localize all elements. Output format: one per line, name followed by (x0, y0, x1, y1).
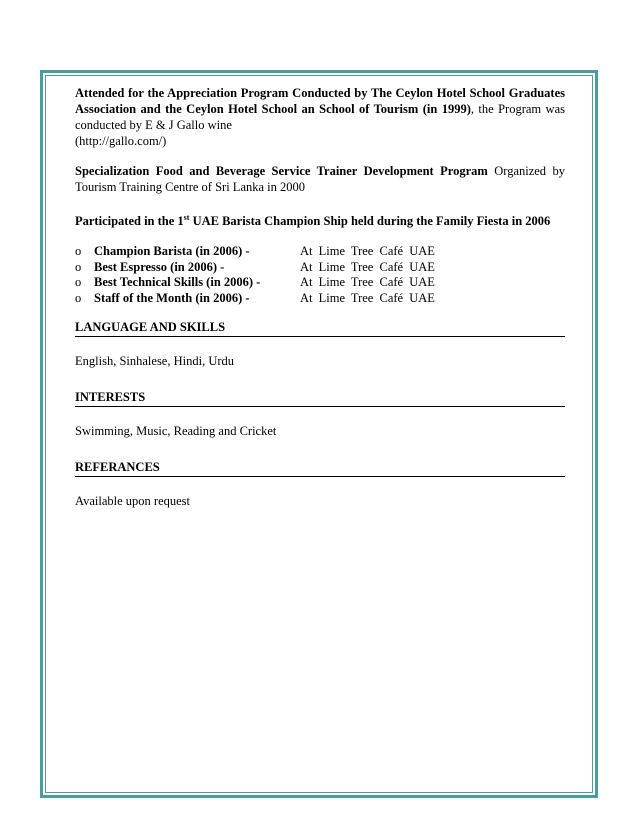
section-heading-interests: INTERESTS (75, 389, 565, 407)
award-item (75, 274, 565, 290)
award-location: At Lime Tree Café UAE (300, 275, 435, 289)
bullet-icon: o (75, 290, 82, 305)
award-title: Best Technical Skills (in 2006) - (94, 275, 261, 289)
section-text-references: Available upon request (75, 494, 191, 508)
section-heading-references: REFERANCES (75, 459, 565, 477)
attended-paragraph (75, 85, 565, 149)
award-location: At Lime Tree Café UAE (300, 259, 435, 274)
resume-content (75, 85, 565, 529)
attended-url: (http://gallo.com/) (75, 134, 167, 148)
bullet-icon: o (75, 259, 82, 274)
award-item (75, 259, 565, 275)
bullet-icon: o (75, 244, 82, 258)
award-title: Champion Barista (in 2006) - (94, 244, 250, 258)
award-item (75, 290, 565, 306)
specialization-paragraph (75, 163, 565, 195)
award-location: At Lime Tree Café UAE (300, 290, 435, 305)
bullet-icon: o (75, 275, 82, 289)
award-item (75, 243, 565, 259)
section-text-interests: Swimming, Music, Reading and Cricket (75, 424, 277, 438)
ordinal-suffix: st (183, 212, 190, 222)
specialization-title: Specialization Food and Beverage Service Trainer Development Program (75, 164, 488, 178)
section-text-language: English, Sinhalese, Hindi, Urdu (75, 354, 235, 368)
award-title: Staff of the Month (in 2006) - (94, 290, 250, 305)
attended-title: Attended for the Appreciation Program Conducted by The Ceylon Hotel School Graduates Association and the Ceylon Hotel School an School of Tourism (in 1999) (75, 86, 565, 116)
participated-paragraph (75, 213, 565, 229)
specialization-detail: Organized by Tourism Training Centre of Sri Lanka in 2000 (75, 164, 565, 194)
awards-list (75, 243, 565, 305)
attended-detail: , the Program was conducted by E & J Gallo wine (75, 102, 565, 132)
section-heading-language: LANGUAGE AND SKILLS (75, 319, 565, 337)
participated-text-b: UAE Barista Champion Ship held during the Family Fiesta in 2006 (189, 214, 551, 228)
award-location: At Lime Tree Café UAE (300, 244, 435, 258)
participated-text-a: Participated in the 1 (75, 214, 184, 228)
award-title: Best Espresso (in 2006) - (94, 259, 225, 274)
